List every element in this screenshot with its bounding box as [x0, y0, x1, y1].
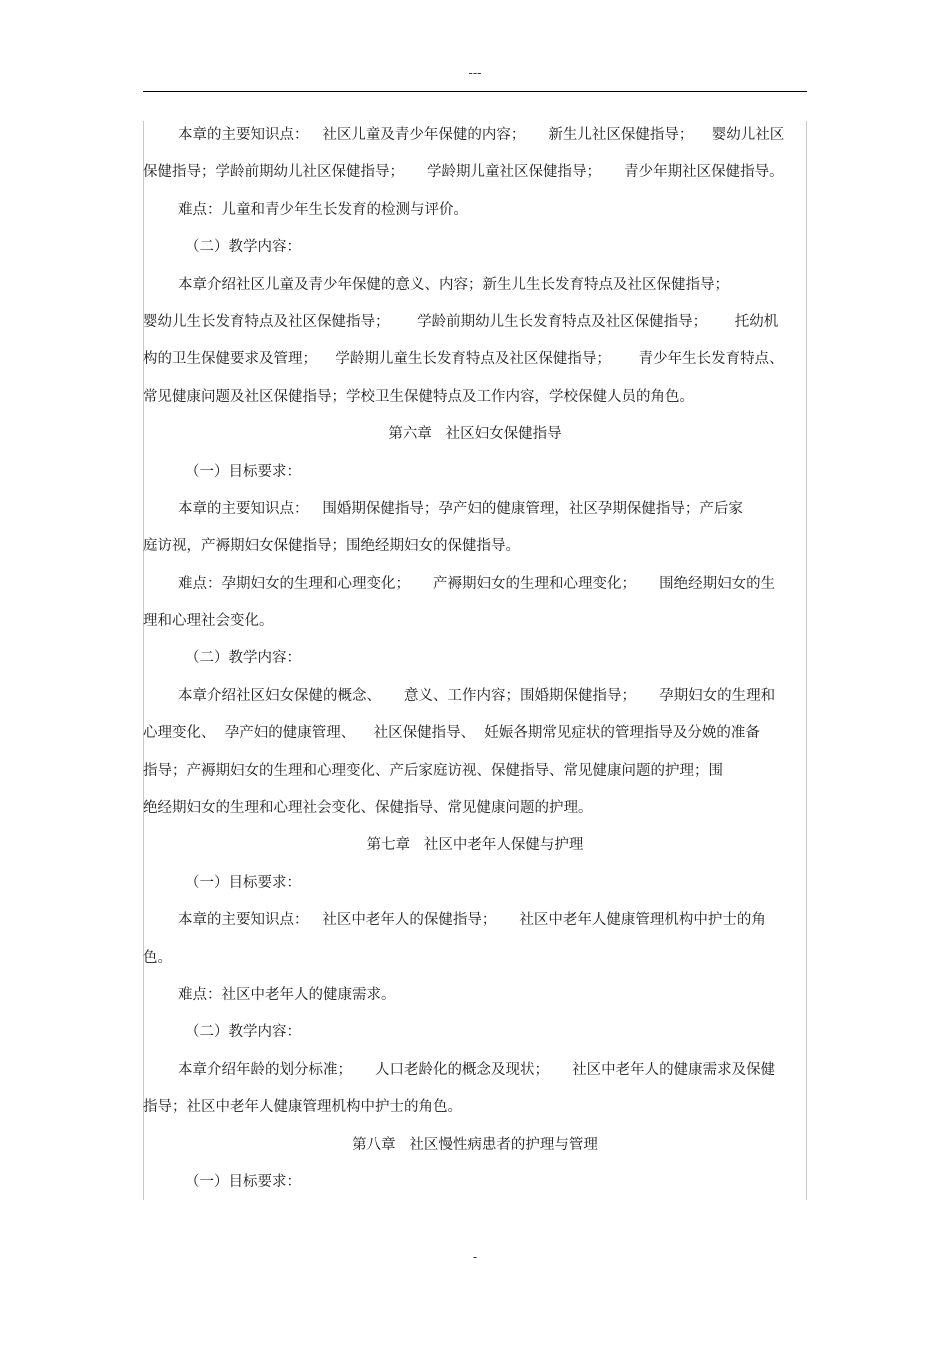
paragraph-line: 保健指导；学龄前期幼儿社区保健指导； 学龄期儿童社区保健指导； 青少年期社区保健指导。 [143, 164, 784, 181]
paragraph-line: 指导；产褥期妇女的生理和心理变化、产后家庭访视、保健指导、常见健康问题的护理；围 [143, 762, 723, 779]
section-heading: （一）目标要求： [185, 463, 301, 480]
chapter-title: 第七章 社区中老年人保健与护理 [366, 837, 584, 854]
paragraph-line: 构的卫生保健要求及管理； 学龄期儿童生长发育特点及社区保健指导； 青少年生长发育特点、 [143, 351, 784, 368]
section-heading: （二）教学内容： [185, 650, 301, 667]
paragraph-line: 婴幼儿生长发育特点及社区保健指导； 学龄前期幼儿生长发育特点及社区保健指导； 托幼机 [143, 313, 779, 330]
paragraph-line: 难点：儿童和青少年生长发育的检测与评价。 [178, 201, 468, 218]
chapter-title: 第八章 社区慢性病患者的护理与管理 [352, 1136, 598, 1153]
document-body [143, 117, 807, 1201]
paragraph-line: 难点：社区中老年人的健康需求。 [178, 986, 396, 1003]
paragraph-line: 本章介绍社区妇女保健的概念、 意义、工作内容；围婚期保健指导； 孕期妇女的生理和 [178, 687, 776, 704]
paragraph-line: 本章介绍社区儿童及青少年保健的意义、内容；新生儿生长发育特点及社区保健指导； [178, 276, 729, 293]
paragraph-line: 本章介绍年龄的划分标准； 人口老龄化的概念及现状； 社区中老年人的健康需求及保健 [178, 1061, 776, 1078]
paragraph-line: 本章的主要知识点： 社区儿童及青少年保健的内容； 新生儿社区保健指导； 婴幼儿社区 [178, 127, 785, 143]
paragraph-line: 心理变化、 孕产妇的健康管理、 社区保健指导、 妊娠各期常见症状的管理指导及分娩的准备 [143, 725, 760, 742]
header-rule [143, 91, 807, 92]
section-heading: （一）目标要求： [185, 1173, 301, 1190]
page-footer-mark: - [472, 1250, 478, 1264]
paragraph-line: 指导；社区中老年人健康管理机构中护士的角色。 [143, 1099, 462, 1116]
section-heading: （一）目标要求： [185, 874, 301, 891]
chapter-title: 第六章 社区妇女保健指导 [388, 426, 562, 443]
paragraph-line: 庭访视，产褥期妇女保健指导；围绝经期妇女的保健指导。 [143, 538, 520, 555]
section-heading: （二）教学内容： [185, 239, 301, 256]
paragraph-line: 色。 [143, 949, 172, 966]
paragraph-line: 本章的主要知识点： 围婚期保健指导；孕产妇的健康管理，社区孕期保健指导；产后家 [178, 500, 743, 517]
paragraph-line: 绝经期妇女的生理和心理社会变化、保健指导、常见健康问题的护理。 [143, 800, 593, 817]
page-header-mark: --- [468, 66, 482, 80]
paragraph-line: 难点：孕期妇女的生理和心理变化； 产褥期妇女的生理和心理变化； 围绝经期妇女的生 [178, 575, 776, 592]
paragraph-line: 常见健康问题及社区保健指导；学校卫生保健特点及工作内容，学校保健人员的角色。 [143, 388, 694, 405]
paragraph-line: 本章的主要知识点： 社区中老年人的保健指导； 社区中老年人健康管理机构中护士的角 [178, 912, 766, 929]
paragraph-line: 理和心理社会变化。 [143, 613, 274, 630]
section-heading: （二）教学内容： [185, 1024, 301, 1041]
